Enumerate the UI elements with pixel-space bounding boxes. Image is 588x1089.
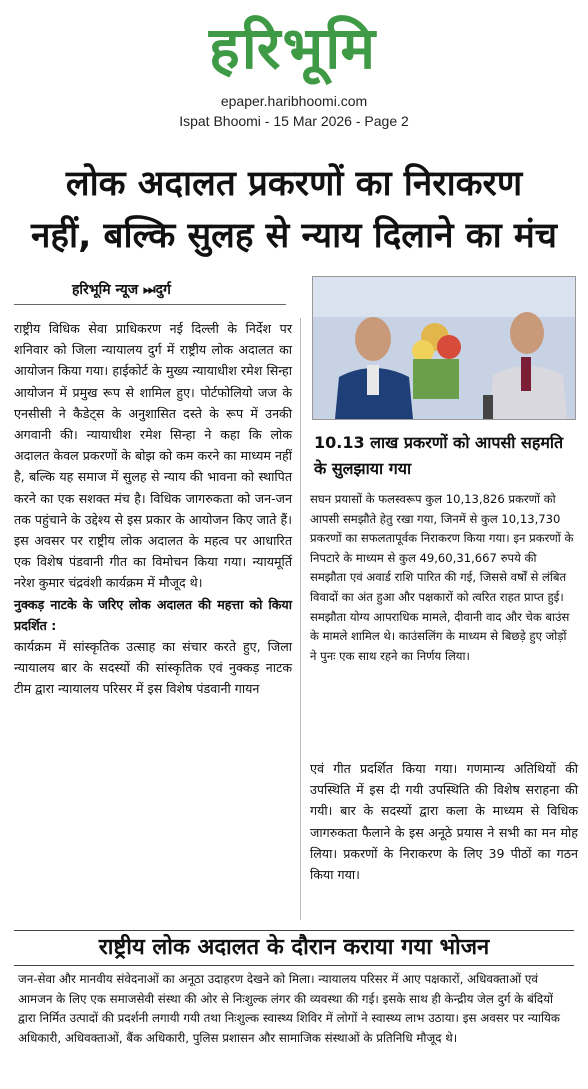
- sidebar-box: [310, 490, 576, 666]
- bottom-story: [18, 970, 574, 1048]
- bottom-paragraph: जन-सेवा और मानवीय संवेदनाओं का अनूठा उदाहरण देखने को मिला। न्यायालय परिसर में आए पक्षकारों, अधिवक्ताओं एवं आमजन के लिए एक समाजसेवी संस्था की ओर से निःशुल्क लंगर की व्यवस्था की गई। इसके साथ ही केन्द्रीय जेल दुर्ग के बंदियों द्वारा निर्मित उत्पादों की प्रदर्शनी लगायी गयी तथा निःशुल्क स्वास्थ्य शिविर में लोगों ने स्वास्थ्य लाभ उठाया। इस अवसर पर न्यायिक अधिकारी, अधिवक्ताओं, बैंक अधिकारी, पुलिस प्रशासन और सामाजिक संस्थाओं के प्रतिनिधि मौजूद थे।: [18, 972, 560, 1045]
- source-url: epaper.haribhoomi.com: [220, 93, 368, 109]
- bottom-headline: राष्ट्रीय लोक अदालत के दौरान कराया गया भोजन: [14, 930, 574, 966]
- masthead: [0, 0, 588, 90]
- haribhoomi-logo: हरिभूमि: [208, 14, 378, 82]
- event-photo: [312, 276, 576, 420]
- byline: हरिभूमि न्यूज ⏭दुर्ग: [72, 282, 171, 298]
- headline-line-1: लोक अदालत प्रकरणों का निराकरण: [65, 164, 523, 204]
- article-subhead: नुक्कड़ नाटके के जरिए लोक अदालत की महत्ता को किया प्रदर्शित :: [14, 596, 292, 633]
- article-paragraph-2: कार्यक्रम में सांस्कृतिक उत्साह का संचार करते हुए, जिला न्यायालय बार के सदस्यों की सांस्कृतिक एवं नुक्कड़ नाटक टीम द्वारा न्यायालय परिसर में इस विशेष पंडवानी गायन: [14, 639, 292, 697]
- left-column: [14, 318, 292, 700]
- article-paragraph-3: एवं गीत प्रदर्शित किया गया। गणमान्य अतिथियों की उपस्थिति में इस दी गयी उपस्थिति की विशेष सराहना की गयी। बार के सदस्यों द्वारा कला के माध्यम से विधिक जागरुकता फैलाने के इस अनूठे प्रयास ने सभी का मन मोह लिया। प्रकरणों के निराकरण के लिए 39 पीठों का गठन किया गया।: [310, 761, 578, 883]
- event-photo-illustration: [313, 277, 575, 419]
- article-paragraph-1: राष्ट्रीय विधिक सेवा प्राधिकरण नई दिल्ली के निर्देश पर शनिवार को जिला न्यायालय दुर्ग में राष्ट्रीय लोक अदालत का आयोजन किया गया। हाईकोर्ट के मुख्य न्यायाधीश रमेश सिन्हा आयोजन में प्रमुख रूप से शामिल हुए। पोर्टफोलियो जज के एनसीसी ने कैडेट्स के अनुशासित दस्ते के रूप में उनकी अगवानी की। न्यायाधीश रमेश सिन्हा ने कहा कि लोक अदालत केवल प्रकरणों के बोझ को कम करने का माध्यम नहीं है, बल्कि यह समाज में सुलह से न्याय की भावना को स्थापित करने का एक सशक्त मंच है। विधिक जागरुकता को जन-जन तक पहुंचाने के उद्देश्य से इस प्रकार के आयोजन किए जाते हैं। इस अवसर पर राष्ट्रीय लोक अदालत के महत्व पर आधारित एक विशेष पंडवानी गीत का विमोचन किया गया। न्यायमूर्ति नरेश कुमार चंद्रवंशी कार्यक्रम में मौजूद थे।: [14, 321, 292, 591]
- headline-line-2: नहीं, बल्कि सुलह से न्याय दिलाने का मंच: [31, 216, 557, 256]
- main-headline: [10, 158, 578, 262]
- byline-divider: [14, 304, 286, 305]
- column-divider: [300, 318, 301, 920]
- right-column-continued: [310, 758, 578, 885]
- sidebar-caption: 10.13 लाख प्रकरणों को आपसी सहमति के सुलझाया गया: [314, 433, 564, 478]
- sidebar-body: सघन प्रयासों के फलस्वरूप कुल 10,13,826 प्रकरणों को आपसी समझौते हेतु रखा गया, जिनमें से कुल 10,13,730 प्रकरणों का सफलतापूर्वक निराकरण किया गया। इन प्रकरणों के निपटारे के माध्यम से कुल 49,60,31,667 रुपये की समझौता एवं अवार्ड राशि पारित की गई, जिससे वर्षों से लंबित विवादों का अंत हुआ और पक्षकारों को त्वरित राहत प्राप्त हुई। समझौता योग्य आपराधिक मामले, दीवानी वाद और चेक बाउंस के मामले शामिल थे। काउंसलिंग के माध्यम से बिछड़े हुए जोड़ों ने पुनः एक साथ रहने का निर्णय लिया।: [310, 492, 574, 663]
- edition-line: Ispat Bhoomi - 15 Mar 2026 - Page 2: [179, 113, 409, 129]
